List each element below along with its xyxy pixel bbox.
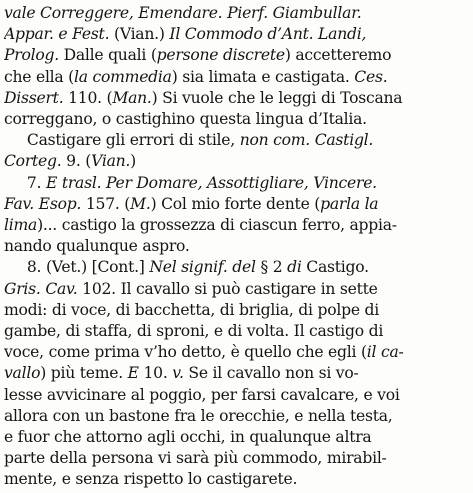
roman-text: e fuor che attorno agli occhi, in qualunque altra — [4, 428, 372, 446]
italic-text: Nel signif. del — [149, 258, 261, 277]
roman-text: Castigo. — [306, 258, 369, 277]
roman-text: voce, come prima v’ho detto, è quello che egli ( — [4, 343, 367, 362]
roman-text: § 2 — [260, 258, 288, 277]
italic-text: la commedia — [74, 67, 172, 86]
roman-text: ) sia limata e castigata. — [171, 67, 355, 86]
italic-text: Corteg. — [4, 152, 67, 171]
italic-text: lima — [4, 216, 38, 234]
roman-text: nando qualunque aspro. — [4, 237, 190, 256]
roman-text: 10. — [143, 364, 173, 383]
italic-text: il ca- — [366, 343, 404, 362]
roman-text: )... castigo la grossezza di ciascun ferro, appia- — [37, 216, 397, 234]
italic-text: Dissert. — [4, 88, 69, 107]
roman-text: 8. (Vet.) [Cont.] — [4, 258, 150, 277]
roman-text: Se il cavallo non si vo- — [188, 364, 359, 383]
roman-text: correggano, o castighino questa lingua d’Italia. — [4, 110, 367, 128]
italic-text: Il Commodo d’Ant. Landi, — [169, 25, 367, 44]
italic-text: Gris. Cav. — [4, 279, 83, 298]
roman-text: ) Col mio forte dente ( — [150, 194, 321, 213]
italic-text: persone discrete — [156, 46, 285, 65]
roman-text: ) accetteremo — [284, 46, 392, 65]
italic-text: vale Correggere, Emendare. Pierf. Giambullar. — [4, 4, 362, 22]
italic-text: Man. — [112, 88, 152, 107]
italic-text: Fav. Esop. — [4, 194, 86, 213]
roman-text: allora con un bastone fra le orecchie, e nella testa, — [4, 406, 393, 425]
roman-text: Dalle quali ( — [63, 46, 157, 65]
roman-text: 102. Il cavallo si può castigare in sette — [82, 279, 378, 298]
roman-text: 9. ( — [66, 152, 92, 171]
roman-text: parte della persona vi sarà più commodo, mirabil- — [4, 449, 387, 468]
roman-text: 7. — [4, 173, 46, 192]
italic-text: E trasl. Per Domare, Assottigliare, Vincere. — [45, 173, 377, 192]
roman-text: Castigare gli errori di stile, — [4, 131, 240, 150]
italic-text: Prolog. — [4, 46, 64, 65]
roman-text: lesse avvicinare al poggio, per farsi cavalcare, e voi — [4, 385, 400, 404]
roman-text: ) — [130, 152, 136, 171]
italic-text: non com. Castigl. — [239, 131, 374, 150]
italic-text: di — [287, 258, 307, 277]
roman-text: modi: di voce, di bacchetta, di briglia, di polpe di — [4, 300, 379, 319]
italic-text: Appar. e Fest. — [4, 25, 114, 44]
roman-text: ) Si vuole che le leggi di Toscana — [151, 88, 403, 107]
italic-text: E — [127, 364, 144, 383]
italic-text: Ces. — [354, 67, 388, 86]
italic-text: Vian. — [91, 152, 131, 171]
italic-text: parla la — [320, 194, 379, 213]
roman-text: 157. ( — [85, 194, 131, 213]
roman-text: gambe, di staffa, di sproni, e di volta. Il castigo di — [4, 322, 384, 340]
roman-text: ) più teme. — [40, 364, 128, 383]
roman-text: che ella ( — [4, 67, 75, 86]
roman-text: (Vian.) — [114, 25, 170, 44]
italic-text: v. — [172, 364, 189, 383]
italic-text: M. — [130, 194, 151, 213]
roman-text: 110. ( — [68, 88, 113, 107]
roman-text: mente, e senza rispetto lo castigarete. — [4, 470, 298, 489]
text-line — [4, 467, 469, 491]
italic-text: vallo — [4, 364, 41, 383]
